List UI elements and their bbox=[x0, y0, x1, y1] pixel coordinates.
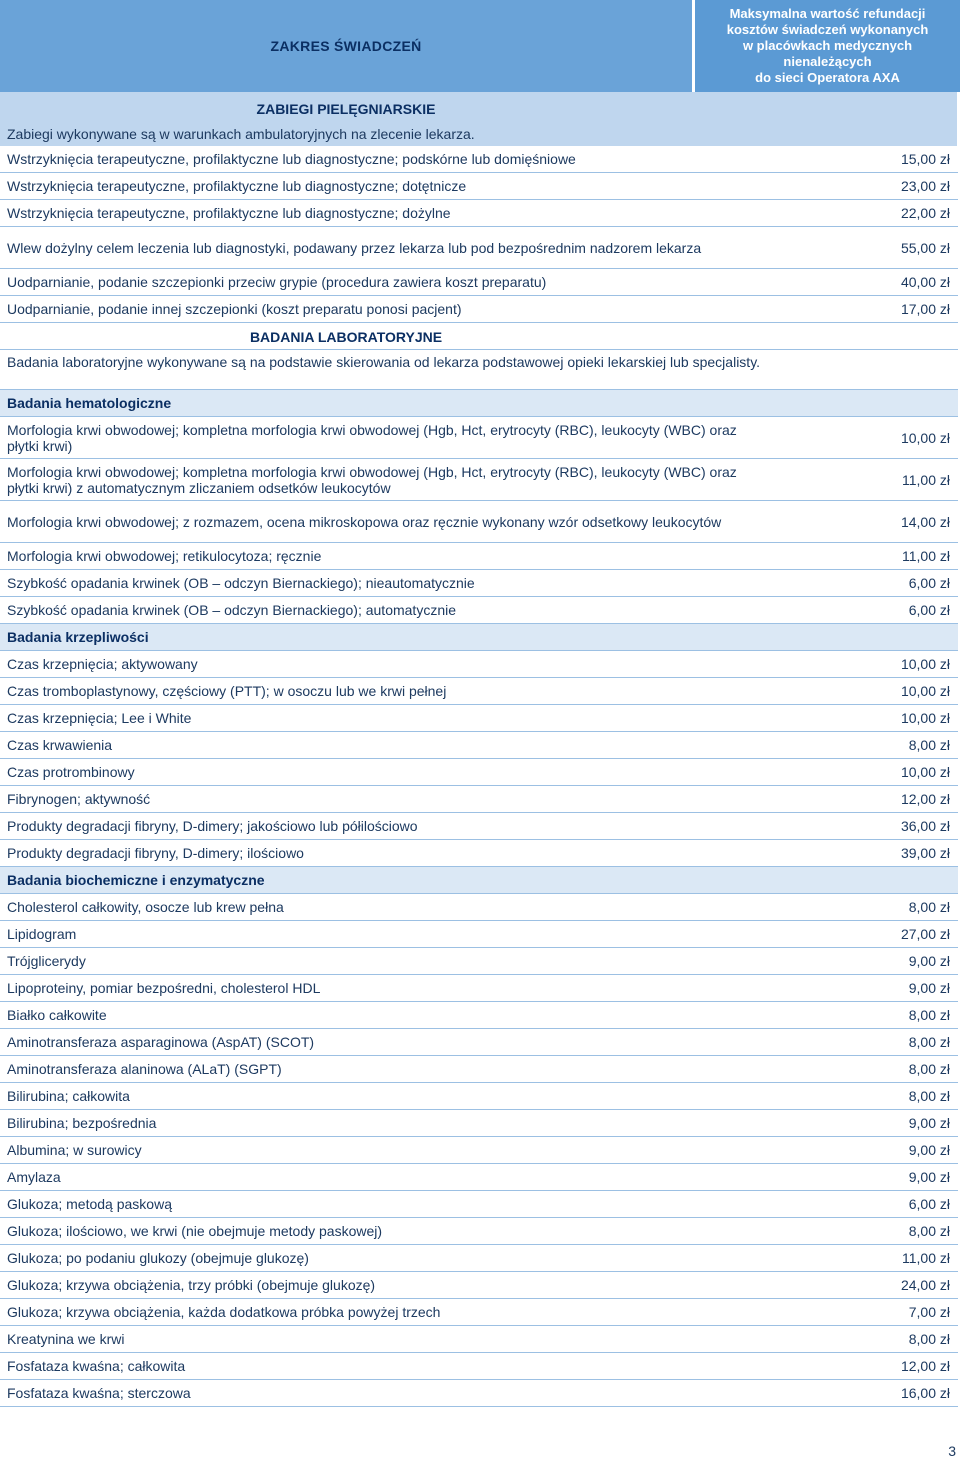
refund-amount: 6,00 zł bbox=[908, 1196, 950, 1212]
refund-amount: 8,00 zł bbox=[908, 1088, 950, 1104]
service-description: Glukoza; po podaniu glukozy (obejmuje glukozę) bbox=[7, 1250, 309, 1266]
table-row bbox=[0, 1191, 958, 1218]
nursing-band bbox=[0, 92, 957, 146]
biochem-category bbox=[0, 867, 958, 894]
coagulation-title: Badania krzepliwości bbox=[7, 629, 149, 645]
table-row bbox=[0, 975, 958, 1002]
refund-amount: 8,00 zł bbox=[908, 1007, 950, 1023]
service-description: Amylaza bbox=[7, 1169, 61, 1185]
refund-amount: 24,00 zł bbox=[900, 1277, 950, 1293]
table-row bbox=[0, 1218, 958, 1245]
table-header bbox=[0, 0, 960, 92]
refund-amount: 9,00 zł bbox=[908, 1169, 950, 1185]
page-number: 3 bbox=[948, 1443, 956, 1459]
table-row bbox=[0, 759, 958, 786]
table-row bbox=[0, 269, 958, 296]
service-description: Uodparnianie, podanie szczepionki przeciw grypie (procedura zawiera koszt preparatu) bbox=[7, 274, 547, 290]
nursing-note: Zabiegi wykonywane są w warunkach ambulatoryjnych na zlecenie lekarza. bbox=[7, 126, 475, 142]
service-description: Albumina; w surowicy bbox=[7, 1142, 142, 1158]
service-description: Bilirubina; bezpośrednia bbox=[7, 1115, 157, 1131]
service-description: Fosfataza kwaśna; sterczowa bbox=[7, 1385, 191, 1401]
refund-amount: 10,00 zł bbox=[900, 656, 950, 672]
service-description: Cholesterol całkowity, osocze lub krew pełna bbox=[7, 899, 284, 915]
table-row bbox=[0, 1002, 958, 1029]
table-row bbox=[0, 146, 958, 173]
table-row bbox=[0, 786, 958, 813]
service-description: Produkty degradacji fibryny, D-dimery; ilościowo bbox=[7, 845, 304, 861]
refund-amount: 8,00 zł bbox=[908, 899, 950, 915]
table-row bbox=[0, 1380, 958, 1407]
refund-amount: 15,00 zł bbox=[900, 151, 950, 167]
service-description: Szybkość opadania krwinek (OB – odczyn Biernackiego); nieautomatycznie bbox=[7, 575, 475, 591]
refund-amount: 36,00 zł bbox=[900, 818, 950, 834]
table-row bbox=[0, 705, 958, 732]
table-row bbox=[0, 296, 958, 323]
refund-amount: 10,00 zł bbox=[900, 683, 950, 699]
table-row bbox=[0, 227, 958, 269]
service-description: Czas protrombinowy bbox=[7, 764, 135, 780]
refund-amount: 11,00 zł bbox=[902, 548, 950, 564]
hematology-rows bbox=[0, 417, 960, 624]
refund-amount: 9,00 zł bbox=[908, 953, 950, 969]
table-row bbox=[0, 1326, 958, 1353]
refund-amount: 11,00 zł bbox=[902, 471, 950, 488]
refund-amount: 10,00 zł bbox=[900, 429, 950, 446]
table-row bbox=[0, 1083, 958, 1110]
table-row bbox=[0, 597, 958, 624]
refund-amount: 8,00 zł bbox=[908, 1331, 950, 1347]
refund-amount: 10,00 zł bbox=[900, 710, 950, 726]
service-description: Lipoproteiny, pomiar bezpośredni, cholesterol HDL bbox=[7, 980, 321, 996]
service-description: Wstrzyknięcia terapeutyczne, profilaktyczne lub diagnostyczne; dożylne bbox=[7, 205, 451, 221]
refund-amount: 17,00 zł bbox=[900, 301, 950, 317]
service-description: Morfologia krwi obwodowej; z rozmazem, ocena mikroskopowa oraz ręcznie wykonany wzór odsetkowy leukocytów bbox=[7, 513, 722, 530]
refund-amount: 40,00 zł bbox=[900, 274, 950, 290]
refund-amount: 11,00 zł bbox=[902, 1250, 950, 1266]
nursing-rows bbox=[0, 146, 960, 323]
table-row bbox=[0, 543, 958, 570]
service-description: Wstrzyknięcia terapeutyczne, profilaktyczne lub diagnostyczne; dotętnicze bbox=[7, 178, 467, 194]
service-description: Glukoza; metodą paskową bbox=[7, 1196, 172, 1212]
service-description: Morfologia krwi obwodowej; kompletna morfologia krwi obwodowej (Hgb, Hct, erytrocyty (RBC), leukocyty (WBC) oraz płytki krwi) z automatycznym zliczaniem odsetków leukocytów bbox=[7, 463, 737, 496]
service-description: Glukoza; krzywa obciążenia, każda dodatkowa próbka powyżej trzech bbox=[7, 1304, 441, 1320]
table-row bbox=[0, 678, 958, 705]
service-description: Fosfataza kwaśna; całkowita bbox=[7, 1358, 186, 1374]
table-row bbox=[0, 732, 958, 759]
lab-title: BADANIA LABORATORYJNE bbox=[249, 329, 443, 345]
refund-amount: 55,00 zł bbox=[900, 239, 950, 256]
table-row bbox=[0, 417, 958, 459]
table-row bbox=[0, 1353, 958, 1380]
table-row bbox=[0, 173, 958, 200]
table-row bbox=[0, 894, 958, 921]
table-row bbox=[0, 813, 958, 840]
refund-amount: 6,00 zł bbox=[908, 602, 950, 618]
service-description: Glukoza; ilościowo, we krwi (nie obejmuje metody paskowej) bbox=[7, 1223, 383, 1239]
service-description: Trójglicerydy bbox=[7, 953, 86, 969]
table-row bbox=[0, 921, 958, 948]
table-row bbox=[0, 570, 958, 597]
hematology-category bbox=[0, 390, 958, 417]
refund-amount: 8,00 zł bbox=[908, 737, 950, 753]
service-description: Morfologia krwi obwodowej; retikulocytoza; ręcznie bbox=[7, 548, 322, 564]
table-row bbox=[0, 1245, 958, 1272]
refund-amount: 9,00 zł bbox=[908, 1142, 950, 1158]
refund-amount: 8,00 zł bbox=[908, 1061, 950, 1077]
table-row bbox=[0, 1110, 958, 1137]
table-row bbox=[0, 501, 958, 543]
service-description: Wlew dożylny celem leczenia lub diagnostyki, podawany przez lekarza lub pod bezpośrednim nadzorem lekarza bbox=[7, 239, 702, 256]
service-description: Czas krzepnięcia; aktywowany bbox=[7, 656, 198, 672]
hematology-title: Badania hematologiczne bbox=[7, 395, 172, 411]
table-row bbox=[0, 840, 958, 867]
refund-amount: 9,00 zł bbox=[908, 980, 950, 996]
refund-amount: 14,00 zł bbox=[900, 513, 950, 530]
table-row bbox=[0, 1164, 958, 1191]
refund-amount: 8,00 zł bbox=[908, 1223, 950, 1239]
service-description: Fibrynogen; aktywność bbox=[7, 791, 151, 807]
service-description: Kreatynina we krwi bbox=[7, 1331, 125, 1347]
table-row bbox=[0, 651, 958, 678]
service-description: Lipidogram bbox=[7, 926, 77, 942]
refund-amount: 7,00 zł bbox=[908, 1304, 950, 1320]
refund-amount: 12,00 zł bbox=[900, 1358, 950, 1374]
table-row bbox=[0, 459, 958, 501]
refund-amount: 16,00 zł bbox=[900, 1385, 950, 1401]
service-description: Czas tromboplastynowy, częściowy (PTT); w osoczu lub we krwi pełnej bbox=[7, 683, 447, 699]
service-description: Wstrzyknięcia terapeutyczne, profilaktyczne lub diagnostyczne; podskórne lub domięśniowe bbox=[7, 151, 576, 167]
service-description: Czas krzepnięcia; Lee i White bbox=[7, 710, 192, 726]
lab-note: Badania laboratoryjne wykonywane są na podstawie skierowania od lekarza podstawowej opieki lekarskiej lub specjalisty. bbox=[0, 350, 958, 390]
table-row bbox=[0, 1056, 958, 1083]
scope-header: ZAKRES ŚWIADCZEŃ bbox=[0, 0, 692, 92]
table-row bbox=[0, 1029, 958, 1056]
service-description: Aminotransferaza asparaginowa (AspAT) (SCOT) bbox=[7, 1034, 315, 1050]
refund-amount: 39,00 zł bbox=[900, 845, 950, 861]
biochem-title: Badania biochemiczne i enzymatyczne bbox=[7, 872, 265, 888]
service-description: Uodparnianie, podanie innej szczepionki (koszt preparatu ponosi pacjent) bbox=[7, 301, 462, 317]
refund-amount: 27,00 zł bbox=[900, 926, 950, 942]
refund-amount: 12,00 zł bbox=[900, 791, 950, 807]
service-description: Morfologia krwi obwodowej; kompletna morfologia krwi obwodowej (Hgb, Hct, erytrocyty (RBC), leukocyty (WBC) oraz płytki krwi) bbox=[7, 421, 737, 454]
refund-amount: 10,00 zł bbox=[900, 764, 950, 780]
lab-section-header bbox=[0, 323, 958, 350]
service-description: Szybkość opadania krwinek (OB – odczyn Biernackiego); automatycznie bbox=[7, 602, 456, 618]
refund-amount: 6,00 zł bbox=[908, 575, 950, 591]
service-description: Produkty degradacji fibryny, D-dimery; jakościowo lub półilościowo bbox=[7, 818, 418, 834]
refund-amount: 8,00 zł bbox=[908, 1034, 950, 1050]
table-row bbox=[0, 1272, 958, 1299]
service-description: Aminotransferaza alaninowa (ALaT) (SGPT) bbox=[7, 1061, 282, 1077]
biochem-rows bbox=[0, 894, 960, 1407]
nursing-title: ZABIEGI PIELĘGNIARSKIE bbox=[256, 101, 436, 117]
table-row bbox=[0, 200, 958, 227]
table-row bbox=[0, 1299, 958, 1326]
service-description: Bilirubina; całkowita bbox=[7, 1088, 130, 1104]
refund-amount: 22,00 zł bbox=[900, 205, 950, 221]
service-description: Glukoza; krzywa obciążenia, trzy próbki (obejmuje glukozę) bbox=[7, 1277, 376, 1293]
table-row bbox=[0, 948, 958, 975]
service-description: Czas krwawienia bbox=[7, 737, 113, 753]
refund-amount: 23,00 zł bbox=[900, 178, 950, 194]
coagulation-category bbox=[0, 624, 958, 651]
table-row bbox=[0, 1137, 958, 1164]
service-description: Białko całkowite bbox=[7, 1007, 107, 1023]
refund-amount: 9,00 zł bbox=[908, 1115, 950, 1131]
coagulation-rows bbox=[0, 651, 960, 867]
refund-header: Maksymalna wartość refundacji kosztów świadczeń wykonanych w placówkach medycznych nienależących do sieci Operatora AXA bbox=[695, 0, 960, 92]
